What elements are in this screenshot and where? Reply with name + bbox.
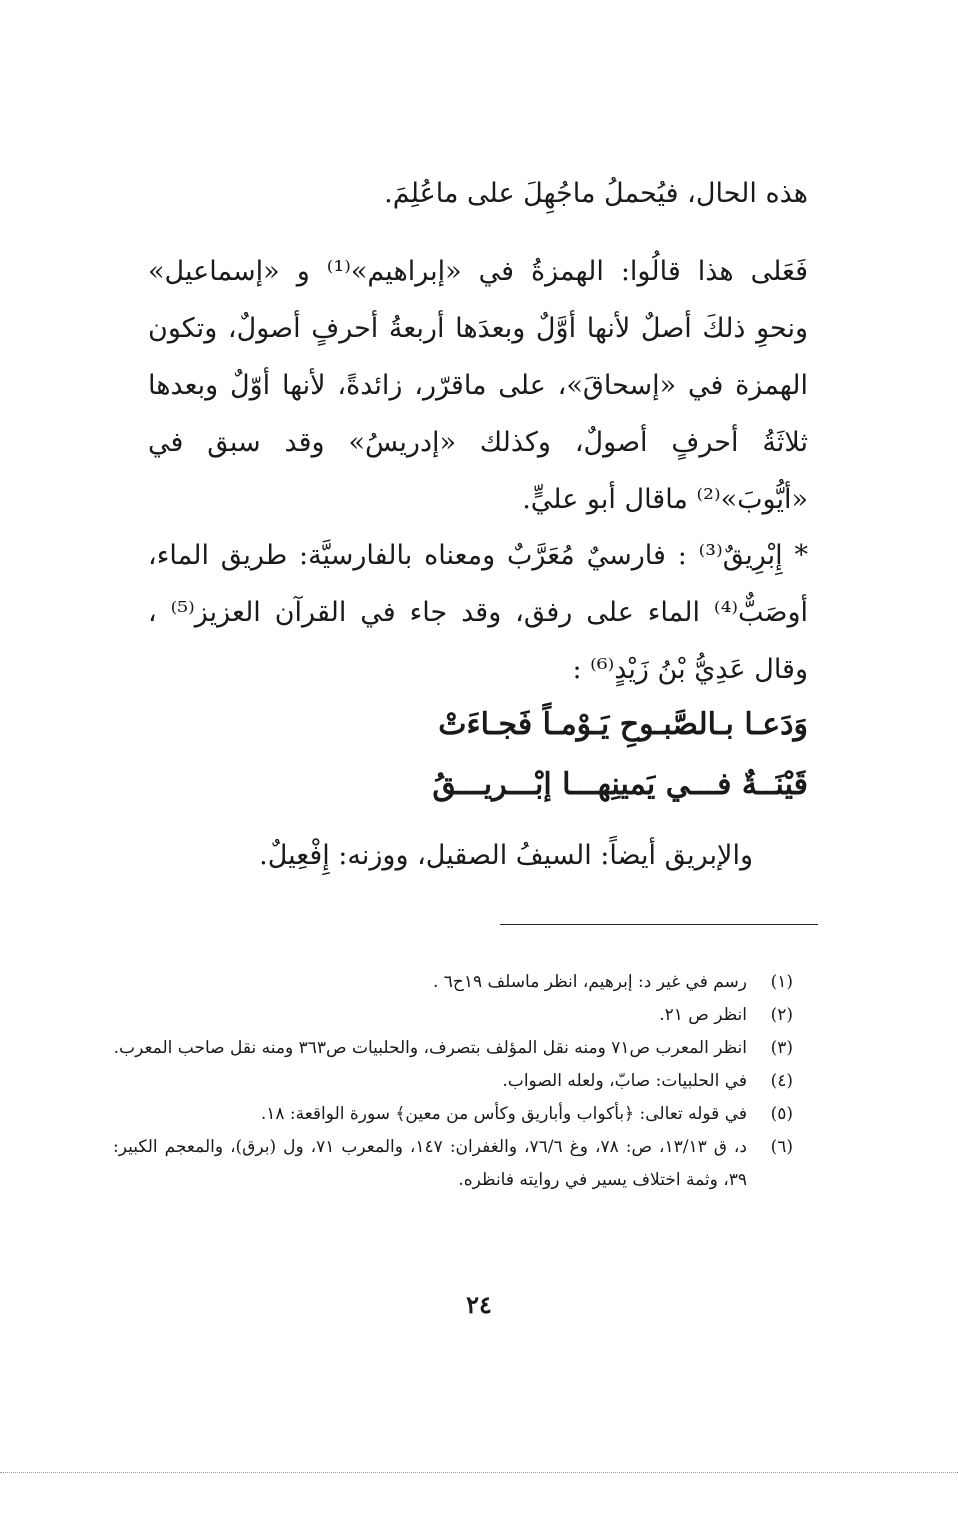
scan-edge-line [0, 1472, 958, 1473]
footnote-text: انظر المعرب ص٧١ ومنه نقل المؤلف بتصرف، والحلبيات ص٣٦٣ ومنه نقل صاحب المعرب. [113, 1038, 747, 1058]
footnote-text: انظر ص ٢١. [659, 1005, 747, 1025]
footnote-item [113, 999, 793, 1032]
body-paragraph-4: والإبريق أيضاً: السيفُ الصقيل، ووزنه: إِفْعِيلٌ. [259, 840, 753, 871]
body-paragraph-2: فَعَلى هذا قالُوا: الهمزةُ في «إبراهيم»⁽¹⁾ و «إسماعيل» ونحوِ ذلكَ أصلٌ لأنها أوَّلٌ وبعدَها أربعةُ أحرفٍ أصولٌ، وتكون الهمزة في «إسحاقَ»، على ماقرّر، زائدةً، لأنها أوّلٌ وبعدها ثلاثَةُ أحرفٍ أصولٌ، وكذلك «إدريسُ» وقد سبق في «أيُّوبَ»⁽²⁾ ماقال أبو عليٍّ. [148, 256, 808, 515]
page-number: ٢٤ [466, 1290, 492, 1319]
footnote-number: (٥) [770, 1104, 793, 1124]
footnote-number: (٢) [770, 1005, 793, 1025]
footnote-text: في قوله تعالى: ﴿بأكواب وأباريق وكأس من معين﴾ سورة الواقعة: ١٨. [260, 1104, 747, 1124]
body-paragraph-1: هذه الحال، فيُحملُ ماجُهِلَ على ماعُلِمَ. [384, 178, 808, 209]
footnote-number: (٦) [770, 1137, 793, 1157]
body-paragraph-3: * إِبْرِيقٌ⁽³⁾ : فارسيٌ مُعَرَّبٌ ومعناه بالفارسيَّة: طريق الماء، أوصَبٌّ⁽⁴⁾ الماء على رفق، وقد جاء في القرآن العزيز⁽⁵⁾ ، وقال عَدِيُّ بْنُ زَيْدٍ⁽⁶⁾ : [148, 540, 809, 685]
footnote-item [113, 1131, 793, 1197]
footnote-item [113, 1032, 793, 1065]
footnote-item [113, 1098, 793, 1131]
footnote-separator [500, 924, 818, 925]
footnote-item [113, 966, 793, 999]
footnote-text: رسم في غير د: إبرهيم، انظر ماسلف ١٩ح٦ . [432, 972, 747, 992]
poem-verse-line-2: قَيْنَــةٌ فـــي يَمينِهـــا إبْـــريـــقُ [432, 767, 808, 802]
poem-verse-line-1: وَدَعـا بـالصَّبـوحِ يَـوْمـاً فَجـاءَتْ [438, 707, 808, 742]
footnote-text: في الحلبيات: صابّ، ولعله الصواب. [502, 1071, 747, 1091]
footnote-item [113, 1065, 793, 1098]
footnote-text: د، ق ١٣/١٣، ص: ٧٨، وغ ٧٦/٦، والغفران: ١٤٧، والمعرب ٧١، ول (برق)، والمعجم الكبير: ٣٩، وثمة اختلاف يسير في روايته فانظره. [113, 1137, 747, 1190]
footnote-number: (١) [770, 972, 793, 992]
footnote-number: (٤) [770, 1071, 793, 1091]
footnotes-list [113, 966, 793, 1197]
footnote-number: (٣) [770, 1038, 793, 1058]
